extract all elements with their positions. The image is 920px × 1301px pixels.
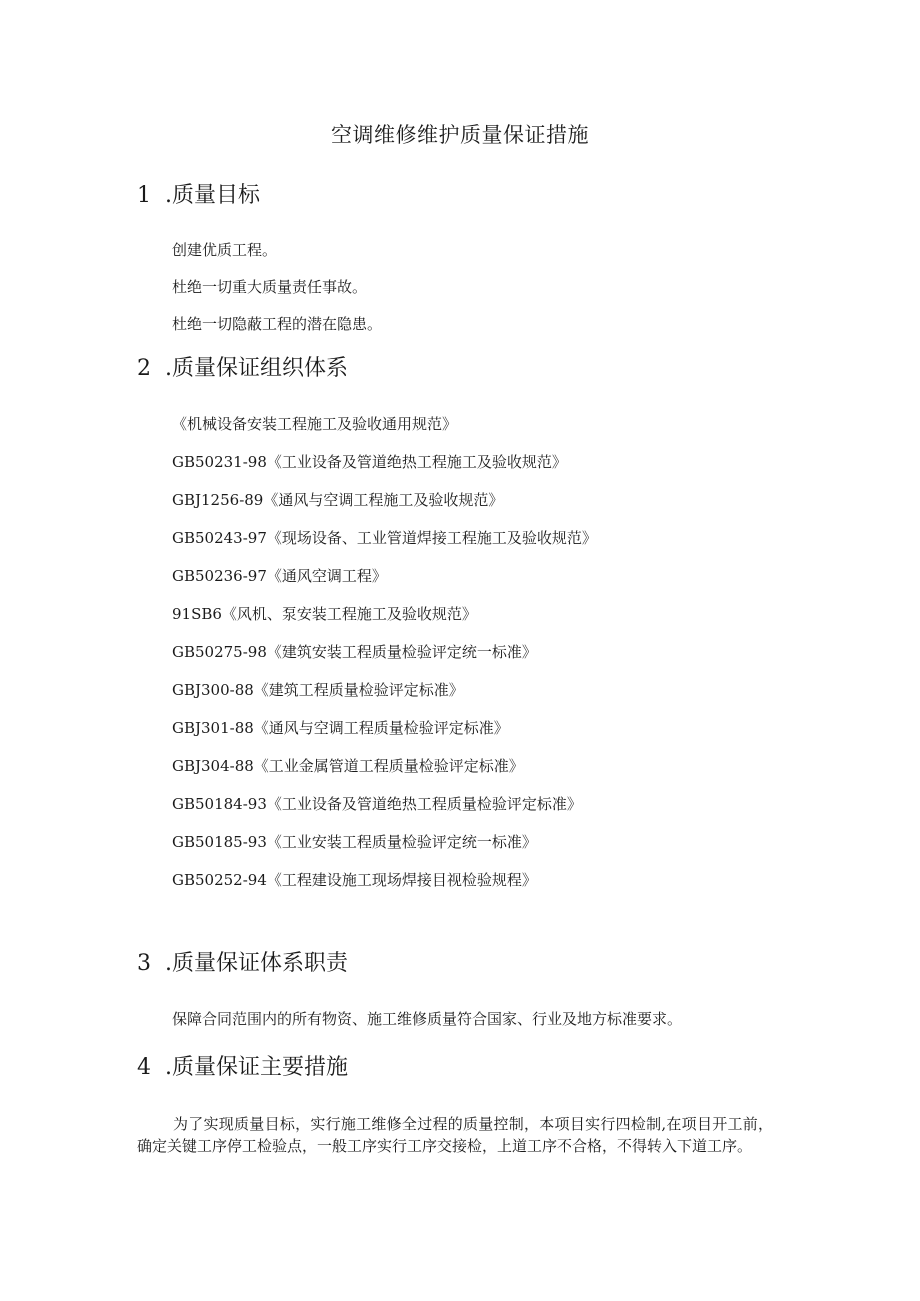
document-title: 空调维修维护质量保证措施	[331, 123, 589, 147]
list-item: 保障合同范围内的所有物资、施工维修质量符合国家、行业及地方标准要求。	[172, 1010, 683, 1028]
standard-item: GBJ301-88《通风与空调工程质量检验评定标准》	[172, 719, 509, 737]
section-heading-3	[137, 949, 348, 979]
section-number: 4	[137, 1055, 151, 1080]
standard-item: GB50275-98《建筑安装工程质量检验评定统一标准》	[172, 643, 537, 661]
section-heading-2	[137, 354, 348, 384]
standard-item: 91SB6《风机、泵安装工程施工及验收规范》	[172, 605, 477, 623]
section-title: .质量目标	[165, 183, 260, 208]
section-heading-4	[137, 1053, 348, 1083]
list-item: 杜绝一切重大质量责任事故。	[172, 278, 368, 296]
standard-item: 《机械设备安装工程施工及验收通用规范》	[172, 415, 458, 433]
standard-item: GB50231-98《工业设备及管道绝热工程施工及验收规范》	[172, 453, 567, 471]
section-number: 2	[137, 356, 151, 381]
section-number: 1	[137, 183, 151, 208]
section-number: 3	[137, 951, 151, 976]
standard-item: GBJ304-88《工业金属管道工程质量检验评定标准》	[172, 757, 524, 775]
list-item: 杜绝一切隐蔽工程的潜在隐患。	[172, 315, 383, 333]
standard-item: GB50184-93《工业设备及管道绝热工程质量检验评定标准》	[172, 795, 582, 813]
standard-item: GB50236-97《通风空调工程》	[172, 567, 387, 585]
section-title: .质量保证主要措施	[165, 1055, 348, 1080]
list-item: 创建优质工程。	[172, 241, 278, 259]
section-heading-1	[137, 181, 260, 211]
standard-item: GBJ300-88《建筑工程质量检验评定标准》	[172, 681, 464, 699]
standard-item: GB50185-93《工业安装工程质量检验评定统一标准》	[172, 833, 537, 851]
standard-item: GB50252-94《工程建设施工现场焊接目视检验规程》	[172, 871, 537, 889]
standard-item: GB50243-97《现场设备、工业管道焊接工程施工及验收规范》	[172, 529, 597, 547]
section-title: .质量保证组织体系	[165, 356, 348, 381]
standard-item: GBJ1256-89《通风与空调工程施工及验收规范》	[172, 491, 504, 509]
section-title: .质量保证体系职责	[165, 951, 348, 976]
body-paragraph: 为了实现质量目标，实行施工维修全过程的质量控制，本项目实行四检制,在项目开工前，确定关键工序停工检验点，一般工序实行工序交接检，上道工序不合格，不得转入下道工序。	[137, 1115, 773, 1155]
